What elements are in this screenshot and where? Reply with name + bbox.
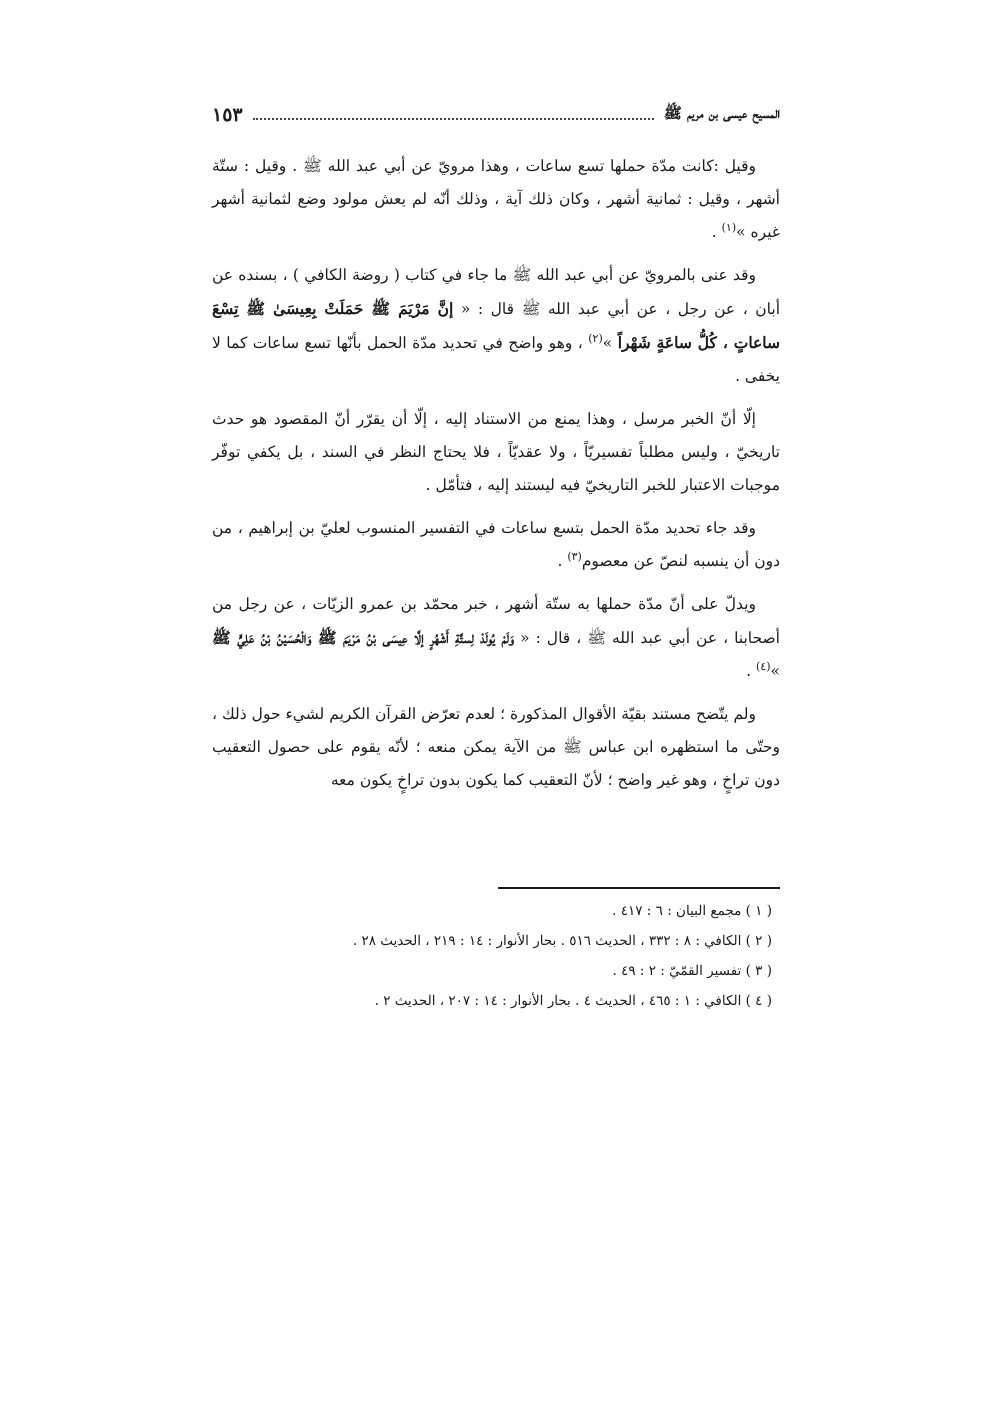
footnote-separator bbox=[498, 887, 780, 889]
paragraph bbox=[212, 403, 780, 502]
page-number: ١٥٣ bbox=[212, 104, 243, 126]
footnote-marker: (٣) bbox=[567, 549, 582, 563]
footnotes bbox=[212, 896, 780, 1016]
footnote-marker: (١) bbox=[721, 220, 737, 234]
paragraph bbox=[212, 259, 780, 393]
footnote-item: ( ١ ) مجمع البيان : ٦ : ٤١٧ . bbox=[612, 903, 772, 919]
header-dot-leader bbox=[253, 118, 654, 120]
footnote-item: ( ٣ ) تفسير القمّيّ : ٢ : ٤٩ . bbox=[612, 963, 772, 979]
text-segment: . bbox=[746, 662, 756, 680]
paragraph bbox=[212, 150, 780, 249]
main-text bbox=[212, 150, 780, 807]
running-title: المسيح عيسى بن مريم ﷺ bbox=[663, 104, 780, 122]
text-segment: » bbox=[770, 662, 780, 680]
text-segment: . bbox=[557, 552, 568, 570]
footnote-marker: (٤) bbox=[756, 659, 771, 673]
text-segment: وقد عنى بالمرويّ عن أبي عبد الله ﷺ ما جاء في كتاب ( روضة الكافي ) ، بسنده عن أبان ، عن رجل ، عن أبي عبد الله ﷺ قال : « bbox=[212, 266, 781, 318]
quoted-narration: إنَّ مَرْيَمَ ﷺ حَمَلَتْ بِعِيسَىٰ ﷺ تِسْعَ ساعاتٍ ، كُلُّ ساعَةٍ شَهْراً bbox=[212, 299, 780, 352]
text-segment: ولم يتّضح مستند بقيّة الأقوال المذكورة ؛ لعدم تعرّض القرآن الكريم لشيء حول ذلك ، وحتّى ما استظهره ابن عباس ﷺ من الآية يمكن منعه ؛ لأنّه يقوم على حصول التعقيب دون تراخٍ ، وهو غير واضح ؛ لأنّ التعقيب كما يكون بدون تراخٍ يكون معه bbox=[212, 705, 780, 789]
footnote-item: ( ٢ ) الكافي : ٨ : ٣٣٢ ، الحديث ٥١٦ . بحار الأنوار : ١٤ : ٢١٩ ، الحديث ٢٨ . bbox=[352, 933, 772, 949]
text-segment: . bbox=[711, 223, 722, 241]
text-segment: ويدلّ على أنّ مدّة حملها به ستّة أشهر ، خبر محمّد بن عمرو الزيّات ، عن رجل من أصحابنا ، عن أبي عبد الله ﷺ ، قال : « bbox=[212, 595, 780, 647]
quoted-narration: وَلَمْ يُولَدْ لِستَّةِ أَشْهُرٍ إلَّا عِيسَى بْنُ مَرْيَمَ ﷺ وَالْحُسَيْنُ بْنُ عَلِيٍّ ﷺ bbox=[212, 628, 515, 647]
paragraph bbox=[212, 698, 780, 797]
text-segment: » bbox=[602, 334, 618, 352]
text-segment: إلّا أنّ الخبر مرسل ، وهذا يمنع من الاستناد إليه ، إلّا أن يقرّر أنّ المقصود هو حدث تاريخيّ ، وليس مطلباً تفسيريّاً ، ولا عقديّاً ، فلا يحتاج النظر في السند ، بل يكفي توفّر موجبات الاعتبار للخبر التاريخيّ فيه ليستند إليه ، فتأمّل . bbox=[212, 410, 780, 494]
text-segment: وقيل :كانت مدّة حملها تسع ساعات ، وهذا مرويّ عن أبي عبد الله ﷺ . وقيل : ستّة أشهر ، وقيل : ثمانية أشهر ، وكان ذلك آية ، وذلك أنّه لم يعش مولود وضع لثمانية أشهر غيره » bbox=[212, 157, 780, 241]
footnote-marker: (٢) bbox=[588, 331, 603, 345]
text-segment: ، وهو واضح في تحديد مدّة الحمل بأنّها تسع ساعات كما لا يخفى . bbox=[212, 334, 780, 385]
paragraph bbox=[212, 512, 780, 578]
footnote-item: ( ٤ ) الكافي : ١ : ٤٦٥ ، الحديث ٤ . بحار الأنوار : ١٤ : ٢٠٧ ، الحديث ٢ . bbox=[374, 993, 772, 1009]
page-header bbox=[212, 100, 780, 130]
text-segment: وقد جاء تحديد مدّة الحمل بتسع ساعات في التفسير المنسوب لعليّ بن إبراهيم ، من دون أن ينسبه لنصّ عن معصوم bbox=[212, 519, 780, 570]
paragraph bbox=[212, 588, 780, 688]
